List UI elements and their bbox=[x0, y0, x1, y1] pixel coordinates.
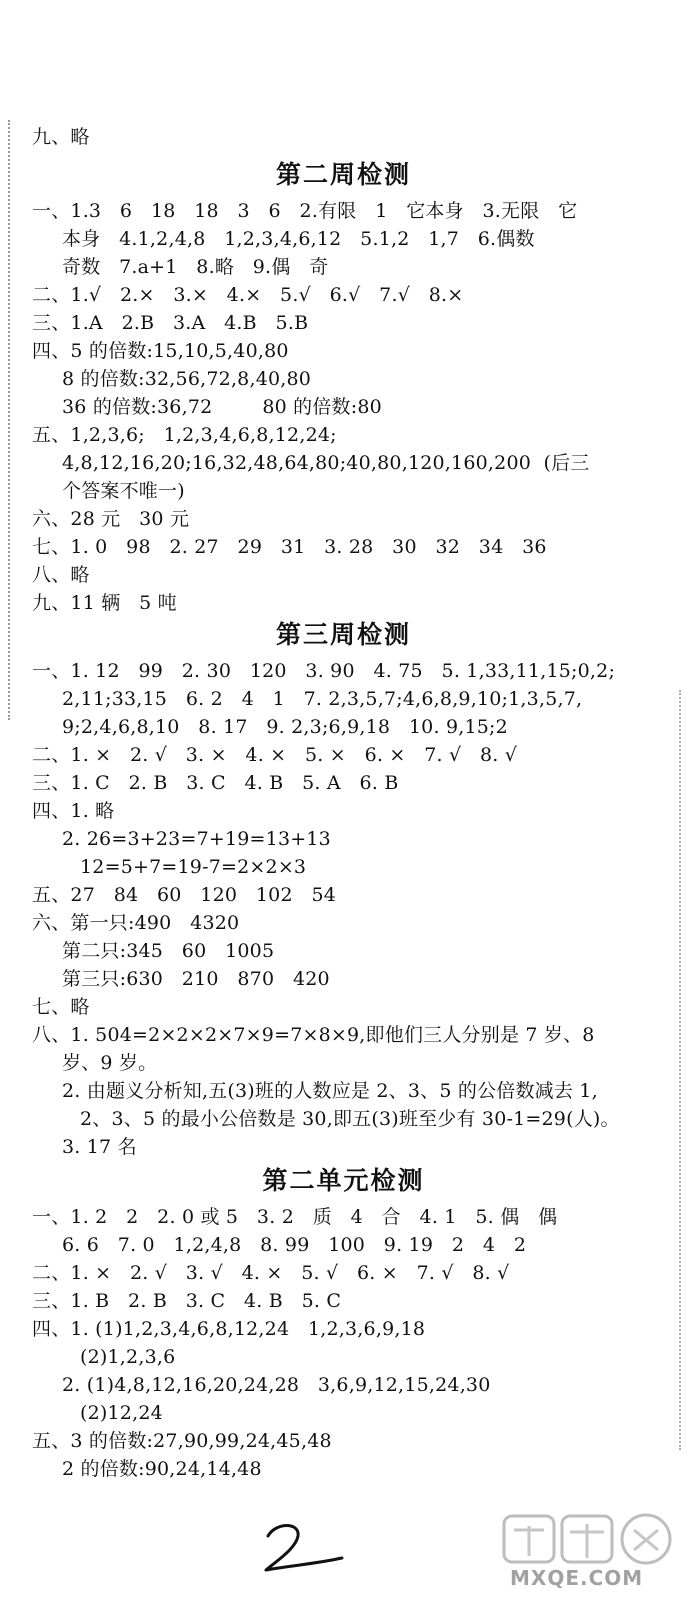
section-title-week2: 第二周检测 bbox=[275, 160, 411, 189]
answer-line: 二、1. × 2. √ 3. × 4. × 5. × 6. × 7. √ 8. √ bbox=[32, 744, 518, 766]
answer-line: 2、3、5 的最小公倍数是 30,即五(3)班至少有 30-1=29(人)。 bbox=[80, 1108, 620, 1130]
section-title-week3: 第三周检测 bbox=[275, 620, 411, 649]
answer-line: 第三只:630 210 870 420 bbox=[62, 968, 330, 990]
section-title-unit2: 第二单元检测 bbox=[262, 1166, 425, 1195]
answer-line: 2. 26=3+23=7+19=13+13 bbox=[62, 828, 331, 850]
answer-line: 六、28 元 30 元 bbox=[32, 508, 190, 530]
watermark-text: MXQE.COM bbox=[510, 1566, 644, 1590]
answer-line: 八、略 bbox=[32, 564, 90, 586]
answer-line: 六、第一只:490 4320 bbox=[32, 912, 240, 934]
answer-line: 2. 由题义分析知,五(3)班的人数应是 2、3、5 的公倍数减去 1, bbox=[62, 1080, 598, 1102]
answer-line: 四、5 的倍数:15,10,5,40,80 bbox=[32, 340, 289, 362]
answer-line: 八、1. 504=2×2×2×7×9=7×8×9,即他们三人分别是 7 岁、8 bbox=[32, 1024, 595, 1046]
answer-line: 个答案不唯一) bbox=[62, 480, 185, 502]
watermark-glyph-icon bbox=[500, 1508, 680, 1568]
answer-line: (2)12,24 bbox=[80, 1402, 163, 1424]
answer-line: 三、1. C 2. B 3. C 4. B 5. A 6. B bbox=[32, 772, 399, 794]
answer-line: 3. 17 名 bbox=[62, 1136, 137, 1158]
answer-line: 第二只:345 60 1005 bbox=[62, 940, 275, 962]
answer-line: 五、27 84 60 120 102 54 bbox=[32, 884, 337, 906]
answer-line: 二、1.√ 2.× 3.× 4.× 5.√ 6.√ 7.√ 8.× bbox=[32, 284, 464, 306]
answer-line: 四、1. 略 bbox=[32, 800, 115, 822]
answer-line: 五、3 的倍数:27,90,99,24,45,48 bbox=[32, 1430, 332, 1452]
answer-line: (2)1,2,3,6 bbox=[80, 1346, 176, 1368]
answer-line: 36 的倍数:36,72 80 的倍数:80 bbox=[62, 396, 382, 418]
answer-line: 9;2,4,6,8,10 8. 17 9. 2,3;6,9,18 10. 9,15;2 bbox=[62, 716, 508, 738]
answer-line: 2,11;33,15 6. 2 4 1 7. 2,3,5,7;4,6,8,9,10;1,3,5,7, bbox=[62, 688, 583, 710]
handwritten-page-number-icon bbox=[258, 1518, 348, 1578]
answer-line: 岁、9 岁。 bbox=[62, 1052, 158, 1074]
answer-line: 四、1. (1)1,2,3,4,6,8,12,24 1,2,3,6,9,18 bbox=[32, 1318, 426, 1340]
watermark-logo bbox=[500, 1508, 680, 1596]
answer-line: 一、1. 12 99 2. 30 120 3. 90 4. 75 5. 1,33,11,15;0,2; bbox=[32, 660, 616, 682]
answer-line: 九、略 bbox=[32, 126, 90, 148]
answer-line: 七、略 bbox=[32, 996, 90, 1018]
answer-line: 三、1.A 2.B 3.A 4.B 5.B bbox=[32, 312, 309, 334]
answer-line: 8 的倍数:32,56,72,8,40,80 bbox=[62, 368, 312, 390]
answer-line: 本身 4.1,2,4,8 1,2,3,4,6,12 5.1,2 1,7 6.偶数 bbox=[62, 228, 535, 250]
answer-line: 七、1. 0 98 2. 27 29 31 3. 28 30 32 34 36 bbox=[32, 536, 547, 558]
answer-line: 一、1.3 6 18 18 3 6 2.有限 1 它本身 3.无限 它 bbox=[32, 200, 578, 222]
answer-line: 2 的倍数:90,24,14,48 bbox=[62, 1458, 262, 1480]
answer-line: 4,8,12,16,20;16,32,48,64,80;40,80,120,160,200 (后三 bbox=[62, 452, 590, 474]
answer-line: 三、1. B 2. B 3. C 4. B 5. C bbox=[32, 1290, 342, 1312]
answer-line: 五、1,2,3,6; 1,2,3,4,6,8,12,24; bbox=[32, 424, 337, 446]
answer-line: 二、1. × 2. √ 3. √ 4. × 5. √ 6. × 7. √ 8. √ bbox=[32, 1262, 510, 1284]
answer-line: 一、1. 2 2 2. 0 或 5 3. 2 质 4 合 4. 1 5. 偶 偶 bbox=[32, 1206, 558, 1228]
answer-line: 2. (1)4,8,12,16,20,24,28 3,6,9,12,15,24,30 bbox=[62, 1374, 491, 1396]
answer-line: 12=5+7=19-7=2×2×3 bbox=[80, 856, 307, 878]
answer-line: 九、11 辆 5 吨 bbox=[32, 592, 177, 614]
answer-line: 6. 6 7. 0 1,2,4,8 8. 99 100 9. 19 2 4 2 bbox=[62, 1234, 527, 1256]
answer-line: 奇数 7.a+1 8.略 9.偶 奇 bbox=[62, 256, 329, 278]
